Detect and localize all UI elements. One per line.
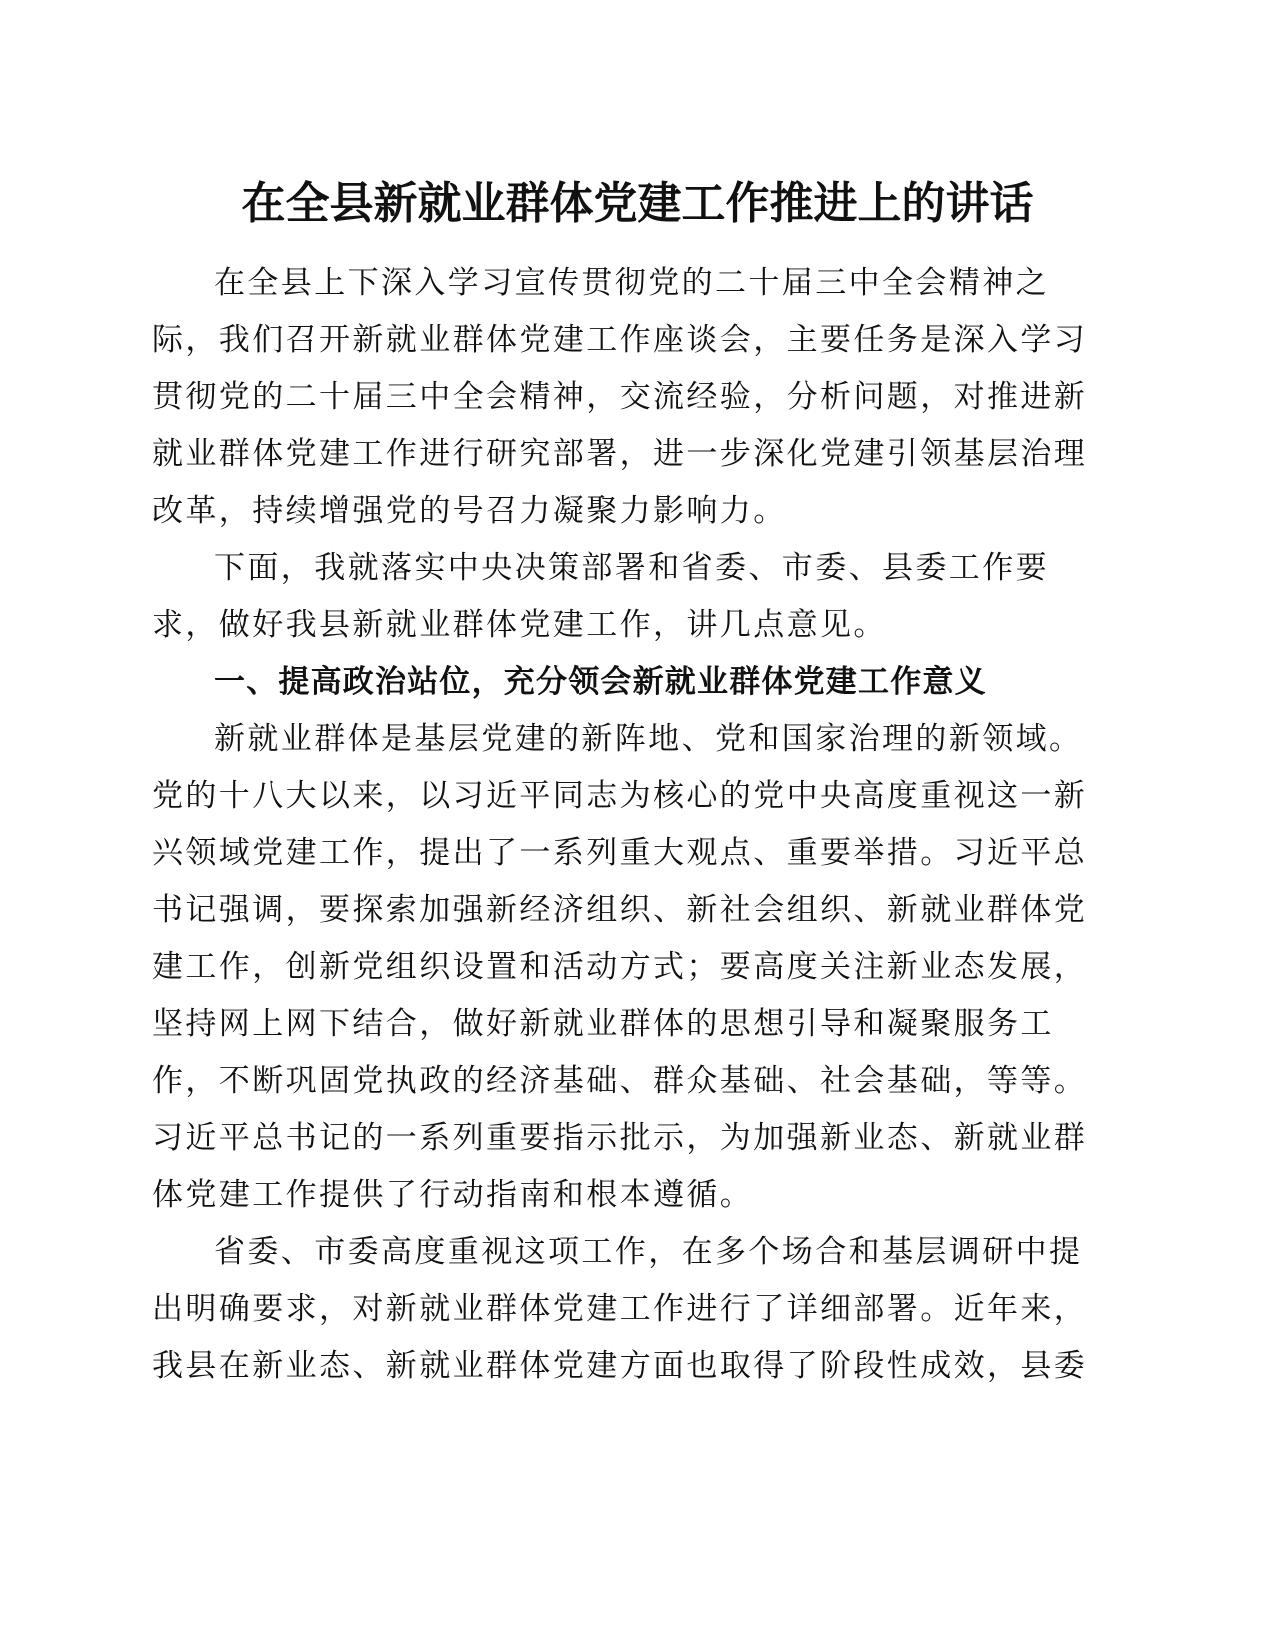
paragraph-line: 求，做好我县新就业群体党建工作，讲几点意见。: [152, 607, 887, 643]
paragraph-line: 际，我们召开新就业群体党建工作座谈会，主要任务是深入学习: [152, 322, 1088, 358]
paragraph-line: 出明确要求，对新就业群体党建工作进行了详细部署。近年来，: [152, 1291, 1088, 1327]
paragraph-line: 习近平总书记的一系列重要指示批示，为加强新业态、新就业群: [152, 1120, 1088, 1156]
paragraph-line: 贯彻党的二十届三中全会精神，交流经验，分析问题，对推进新: [152, 379, 1088, 415]
paragraph-line: 书记强调，要探索加强新经济组织、新社会组织、新就业群体党: [152, 892, 1088, 928]
section-heading: 一、提高政治站位，充分领会新就业群体党建工作意义: [214, 664, 987, 700]
document-body: [152, 255, 1088, 1395]
paragraph-line: 就业群体党建工作进行研究部署，进一步深化党建引领基层治理: [152, 436, 1088, 472]
paragraph-line: 我县在新业态、新就业群体党建方面也取得了阶段性成效，县委: [152, 1348, 1088, 1384]
paragraph-line: 体党建工作提供了行动指南和根本遵循。: [152, 1177, 754, 1213]
paragraph-line: 省委、市委高度重视这项工作，在多个场合和基层调研中提: [214, 1234, 1083, 1270]
paragraph-line: 改革，持续增强党的号召力凝聚力影响力。: [152, 493, 787, 529]
paragraph-line: 在全县上下深入学习宣传贯彻党的二十届三中全会精神之: [214, 265, 1049, 301]
paragraph-line: 坚持网上网下结合，做好新就业群体的思想引导和凝聚服务工: [152, 1006, 1054, 1042]
paragraph-line: 下面，我就落实中央决策部署和省委、市委、县委工作要: [214, 550, 1049, 586]
paragraph-line: 新就业群体是基层党建的新阵地、党和国家治理的新领域。: [214, 721, 1083, 757]
document-title: 在全县新就业群体党建工作推进上的讲话: [241, 178, 1034, 229]
paragraph-line: 建工作，创新党组织设置和活动方式；要高度关注新业态发展，: [152, 949, 1088, 985]
paragraph-line: 作，不断巩固党执政的经济基础、群众基础、社会基础，等等。: [152, 1063, 1088, 1099]
paragraph-line: 党的十八大以来，以习近平同志为核心的党中央高度重视这一新: [152, 778, 1088, 814]
paragraph-line: 兴领域党建工作，提出了一系列重大观点、重要举措。习近平总: [152, 835, 1088, 871]
